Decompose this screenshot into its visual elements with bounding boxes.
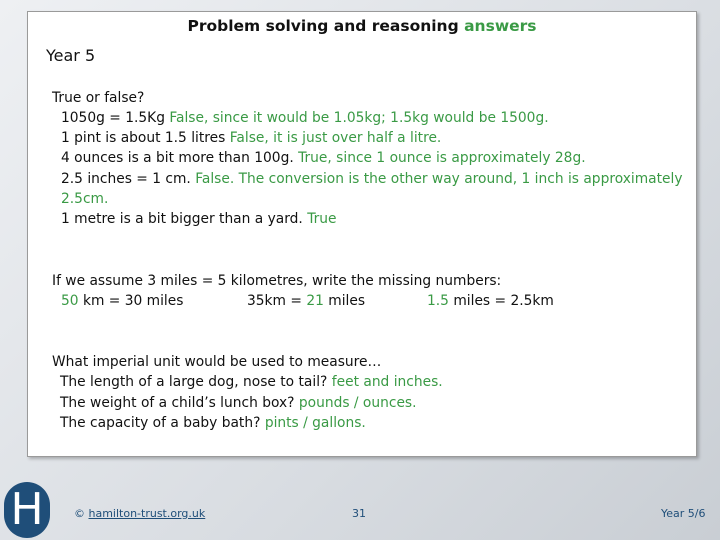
page-title: Problem solving and reasoning answers xyxy=(187,17,537,35)
year-label: Year 5 xyxy=(46,46,96,65)
title-highlight: answers xyxy=(464,17,537,35)
true-false-item: 1050g = 1.5Kg False, since it would be 1.05kg; 1.5kg would be 1500g. xyxy=(61,110,549,126)
missing-numbers-heading: If we assume 3 miles = 5 kilometres, write the missing numbers: xyxy=(52,273,502,289)
true-false-item: 2.5 inches = 1 cm. False. The conversion is the other way around, 1 inch is approximately xyxy=(61,171,683,187)
missing-number-item: 50 km = 30 miles xyxy=(61,293,184,309)
footer-year: Year 5/6 xyxy=(661,507,706,520)
true-false-item-continued: 2.5cm. xyxy=(61,191,109,207)
missing-number-item: 35km = 21 miles xyxy=(247,293,366,309)
hamilton-logo: H xyxy=(4,482,50,538)
worksheet-card xyxy=(27,11,697,457)
copyright: © hamilton-trust.org.uk xyxy=(74,507,206,520)
missing-number-item: 1.5 miles = 2.5km xyxy=(427,293,554,309)
imperial-item: The length of a large dog, nose to tail? feet and inches. xyxy=(60,374,443,390)
imperial-heading: What imperial unit would be used to measure… xyxy=(52,354,382,370)
imperial-item: The capacity of a baby bath? pints / gallons. xyxy=(60,415,366,431)
imperial-item: The weight of a child’s lunch box? pounds / ounces. xyxy=(60,395,417,411)
true-false-item: 4 ounces is a bit more than 100g. True, since 1 ounce is approximately 28g. xyxy=(61,150,586,166)
page-number: 31 xyxy=(352,507,366,520)
true-false-item: 1 metre is a bit bigger than a yard. True xyxy=(61,211,337,227)
hamilton-trust-link[interactable]: hamilton-trust.org.uk xyxy=(88,507,206,520)
true-false-item: 1 pint is about 1.5 litres False, it is just over half a litre. xyxy=(61,130,442,146)
true-false-heading: True or false? xyxy=(52,90,145,106)
